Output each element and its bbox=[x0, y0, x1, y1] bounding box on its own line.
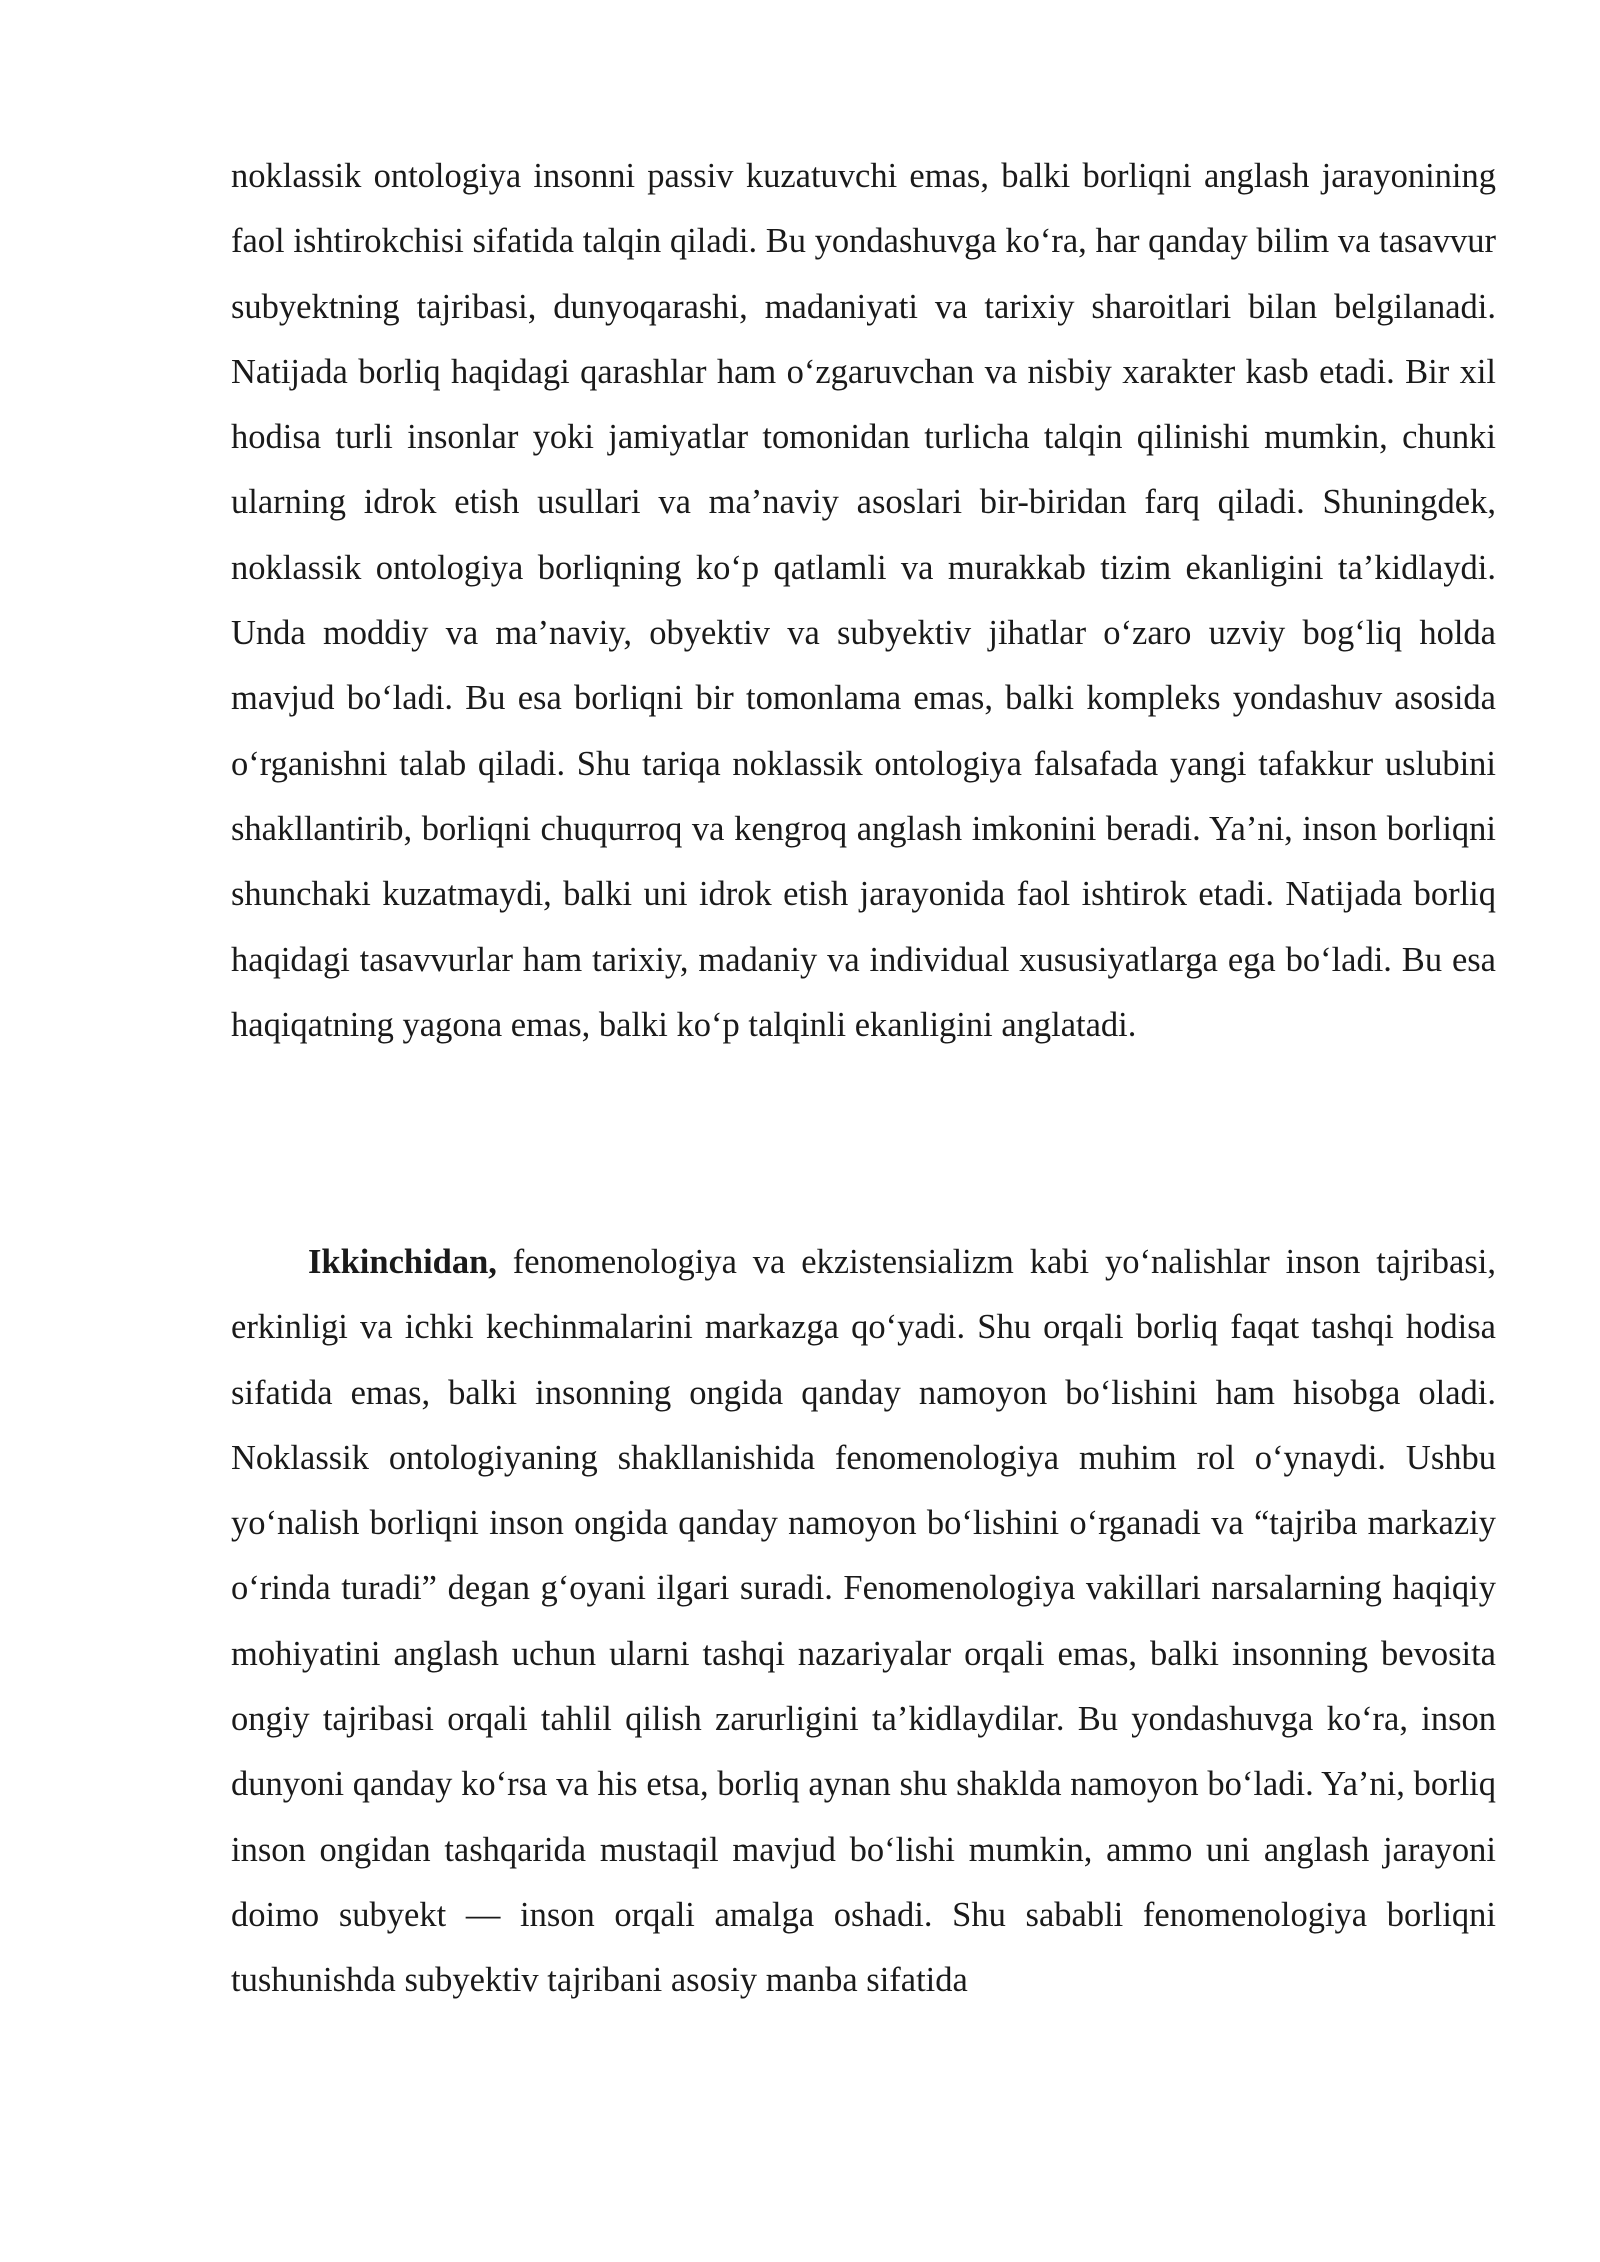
paragraph-ikkinchidan bbox=[231, 1230, 1496, 2014]
paragraph-noklassik-ontologiya: noklassik ontologiya insonni passiv kuzatuvchi emas, balki borliqni anglash jarayonining faol ishtirokchisi sifatida talqin qiladi. Bu yondashuvga ko‘ra, har qanday bilim va tasavvur subyektning tajribasi, dunyoqarashi, madaniyati va tarixiy sharoitlari bilan belgilanadi. Natijada borliq haqidagi qarashlar ham o‘zgaruvchan va nisbiy xarakter kasb etadi. Bir xil hodisa turli insonlar yoki jamiyatlar tomonidan turlicha talqin qilinishi mumkin, chunki ularning idrok etish usullari va ma’naviy asoslari bir-biridan farq qiladi. Shuningdek, noklassik ontologiya borliqning ko‘p qatlamli va murakkab tizim ekanligini ta’kidlaydi. Unda moddiy va ma’naviy, obyektiv va subyektiv jihatlar o‘zaro uzviy bog‘liq holda mavjud bo‘ladi. Bu esa borliqni bir tomonlama emas, balki kompleks yondashuv asosida o‘rganishni talab qiladi. Shu tariqa noklassik ontologiya falsafada yangi tafakkur uslubini shakllantirib, borliqni chuqurroq va kengroq anglash imkonini beradi. Ya’ni, inson borliqni shunchaki kuzatmaydi, balki uni idrok etish jarayonida faol ishtirok etadi. Natijada borliq haqidagi tasavvurlar ham tarixiy, madaniy va individual xususiyatlarga ega bo‘ladi. Bu esa haqiqatning yagona emas, balki ko‘p talqinli ekanligini anglatadi. bbox=[231, 157, 1496, 1044]
paragraph-lead-word: Ikkinchidan, bbox=[308, 1243, 497, 1281]
paragraph-body-text: fenomenologiya va ekzistensializm kabi yo‘nalishlar inson tajribasi, erkinligi va ichki kechinmalarini markazga qo‘yadi. Shu orqali borliq faqat tashqi hodisa sifatida emas, balki insonning ongida qanday namoyon bo‘lishini ham hisobga oladi. Noklassik ontologiyaning shakllanishida fenomenologiya muhim rol o‘ynaydi. Ushbu yo‘nalish borliqni inson ongida qanday namoyon bo‘lishini o‘rganadi va “tajriba markaziy o‘rinda turadi” degan g‘oyani ilgari suradi. Fenomenologiya vakillari narsalarning haqiqiy mohiyatini anglash uchun ularni tashqi nazariyalar orqali emas, balki insonning bevosita ongiy tajribasi orqali tahlil qilish zarurligini ta’kidlaydilar. Bu yondashuvga ko‘ra, inson dunyoni qanday ko‘rsa va his etsa, borliq aynan shu shaklda namoyon bo‘ladi. Ya’ni, borliq inson ongidan tashqarida mustaqil mavjud bo‘lishi mumkin, ammo uni anglash jarayoni doimo subyekt — inson orqali amalga oshadi. Shu sababli fenomenologiya borliqni tushunishda subyektiv tajribani asosiy manba sifatida bbox=[231, 1243, 1496, 2000]
